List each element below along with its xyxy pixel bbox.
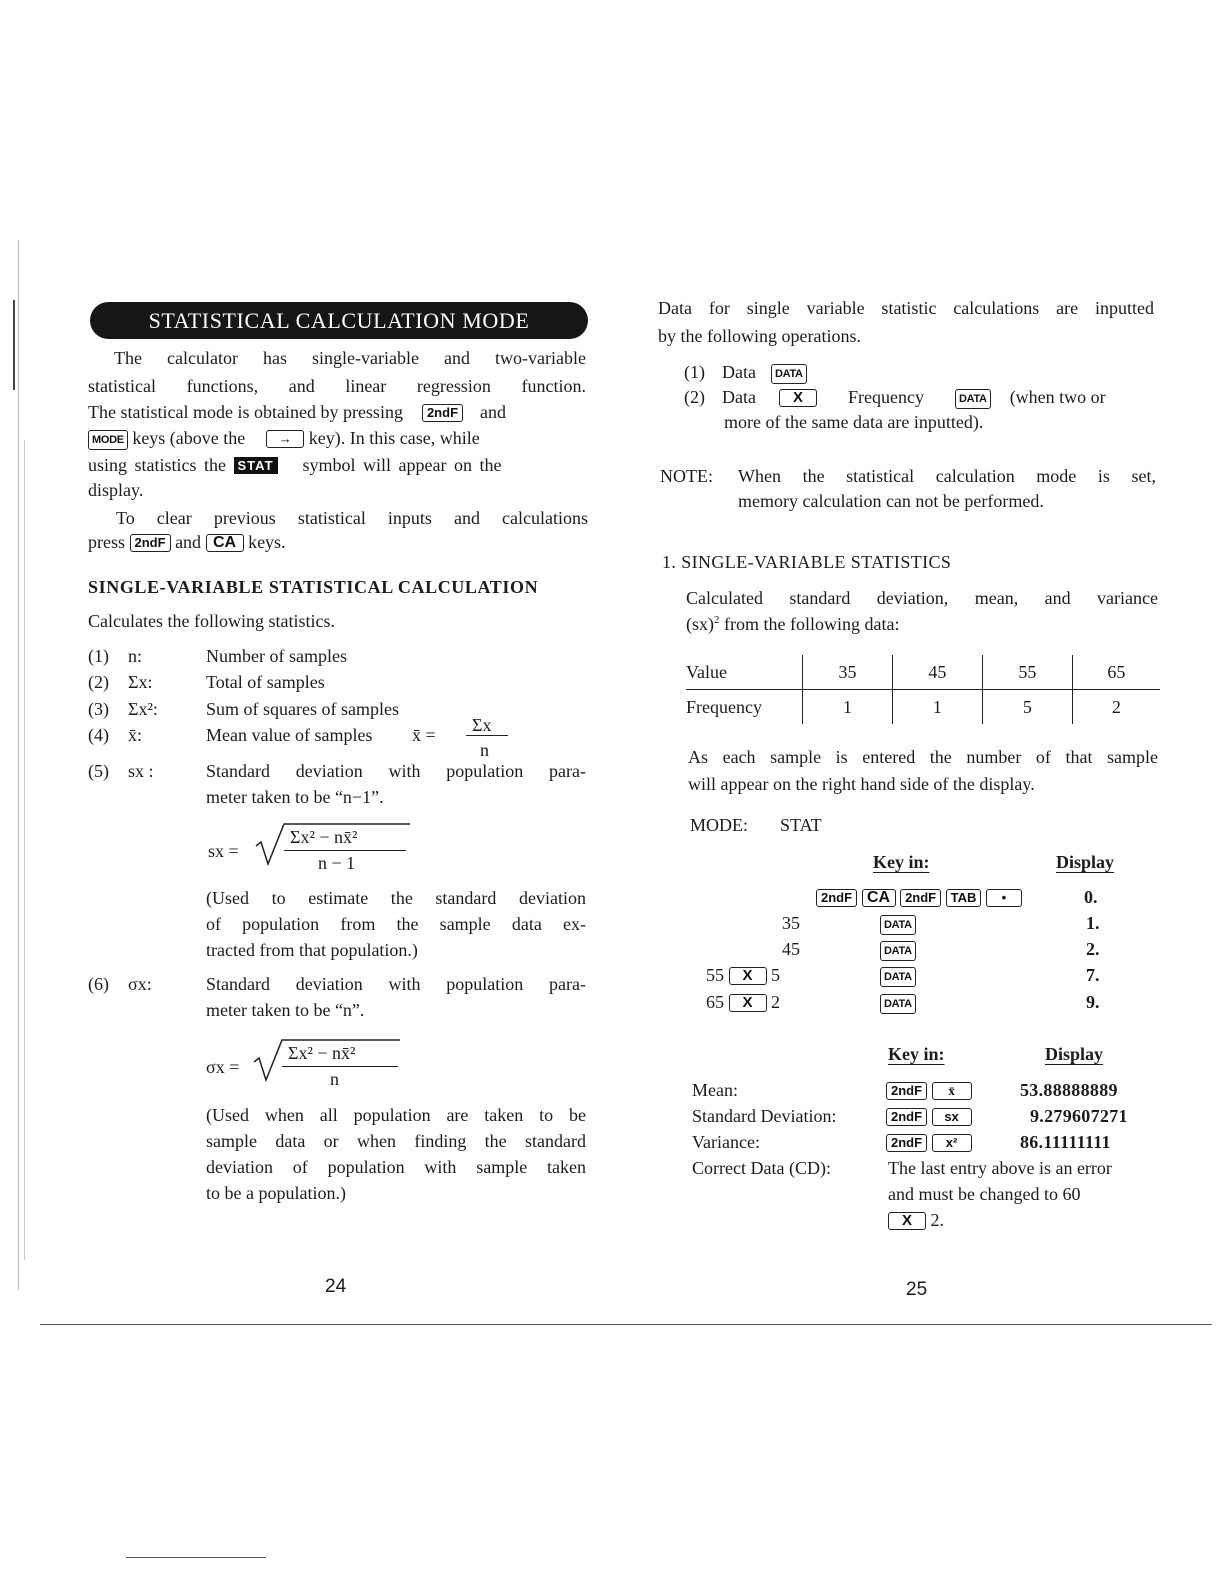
display-header: Display <box>1056 852 1115 872</box>
key-x-squared: x² <box>932 1134 972 1152</box>
key-data: DATA <box>880 994 916 1014</box>
stat-symbol: STAT <box>234 457 278 474</box>
table-cell: 55 <box>982 655 1072 690</box>
table-row <box>686 690 1160 725</box>
keyin-header: Key in: <box>888 1044 945 1064</box>
table-cell: 1 <box>892 690 982 725</box>
sigma-formula-numerator: Σx² − nx̄² <box>288 1043 356 1063</box>
note-line: sample data or when finding the standard <box>206 1131 586 1151</box>
cd-text: The last entry above is an error <box>888 1158 1112 1178</box>
cd-label: Correct Data (CD): <box>692 1158 831 1178</box>
key-data: DATA <box>880 915 916 935</box>
result-display: 86.11111111 <box>1020 1132 1111 1152</box>
key-tab: TAB <box>946 889 982 907</box>
note-label: NOTE: <box>660 466 713 486</box>
intro-line: display. <box>88 480 144 500</box>
key-data: DATA <box>955 389 991 409</box>
key-sx: sx <box>932 1108 972 1126</box>
entry-key <box>880 964 916 987</box>
table-row <box>686 655 1160 690</box>
key-2ndf: 2ndF <box>886 1108 927 1126</box>
key-ca: CA <box>862 889 896 907</box>
note-line: tracted from that population.) <box>206 940 418 960</box>
sx-formula-numerator: Σx² − nx̄² <box>290 827 358 847</box>
display-value: 2. <box>1086 939 1100 959</box>
intro-text: keys. <box>248 532 286 552</box>
item-symbol: Σx²: <box>128 699 158 719</box>
key-arrow: → <box>266 430 304 448</box>
entry-row <box>706 964 780 986</box>
section-text <box>686 613 899 635</box>
note-line: deviation of population with sample taken <box>206 1157 586 1177</box>
entry-number: 55 <box>706 965 724 985</box>
entry-number: 35 <box>782 913 800 933</box>
section-text-part: from the following data: <box>719 614 900 634</box>
intro-line <box>88 531 286 553</box>
item-number: (4) <box>88 725 109 745</box>
op-text: Data <box>722 387 756 407</box>
operation-1 <box>684 361 807 384</box>
op-text: Data <box>722 362 756 382</box>
item-desc: Number of samples <box>206 646 347 666</box>
item-desc: Mean value of samples <box>206 725 373 745</box>
right-intro-line: Data for single variable statistic calculations are inputted <box>658 298 1154 318</box>
keyin-header: Key in: <box>873 852 930 872</box>
entry-key <box>880 991 916 1014</box>
intro-text: using statistics the <box>88 455 226 475</box>
section-text-part: (sx) <box>686 614 714 634</box>
mean-formula-lhs: x̄ = <box>412 725 436 745</box>
page-number: 24 <box>325 1276 347 1297</box>
table-cell: 1 <box>803 690 893 725</box>
mode-value: STAT <box>780 815 822 835</box>
entry-key <box>880 912 916 935</box>
display-value: 1. <box>1086 913 1100 933</box>
table-cell: 65 <box>1072 655 1160 690</box>
result-label: Standard Deviation: <box>692 1106 837 1126</box>
key-2ndf: 2ndF <box>886 1134 927 1152</box>
table-cell: 2 <box>1072 690 1160 725</box>
note-line: (Used when all population are taken to be <box>206 1105 586 1125</box>
entry-frequency: 5 <box>771 965 780 985</box>
scan-rule <box>126 1557 266 1558</box>
intro-text: keys (above the <box>132 428 246 448</box>
cd-tail: 2. <box>930 1210 944 1230</box>
item-desc: Standard deviation with population para- <box>206 761 586 781</box>
data-table <box>686 655 1160 724</box>
calc-intro: Calculates the following statistics. <box>88 611 335 631</box>
item-number: (6) <box>88 974 109 994</box>
key-multiply: X <box>779 389 817 407</box>
op-text: Frequency <box>847 387 924 407</box>
item-desc: Total of samples <box>206 672 325 692</box>
cd-text <box>888 1209 944 1231</box>
key-data: DATA <box>880 967 916 987</box>
intro-text: The statistical mode is obtained by pressing <box>88 402 403 422</box>
intro-line <box>88 454 501 476</box>
table-cell: 5 <box>982 690 1072 725</box>
item-symbol: x̄: <box>128 725 143 745</box>
display-value: 7. <box>1086 965 1100 985</box>
key-multiply: X <box>729 967 767 985</box>
section-heading: SINGLE-VARIABLE STATISTICAL CALCULATION <box>88 577 539 597</box>
result-label: Mean: <box>692 1080 738 1100</box>
operation-2-cont: more of the same data are inputted). <box>724 412 984 432</box>
item-desc: meter taken to be “n−1”. <box>206 787 384 807</box>
right-intro-line: by the following operations. <box>658 326 861 346</box>
intro-text: press <box>88 532 125 552</box>
item-symbol: σx: <box>128 974 152 994</box>
intro-line: statistical functions, and linear regression function. <box>88 376 586 396</box>
item-symbol: sx : <box>128 761 154 781</box>
entry-text: will appear on the right hand side of the display. <box>688 774 1035 794</box>
sx-formula-lhs: sx = <box>208 841 239 861</box>
page-number: 25 <box>906 1279 928 1300</box>
entry-frequency: 2 <box>771 992 780 1012</box>
entry-row <box>706 991 780 1013</box>
intro-text: key). In this case, while <box>308 428 480 448</box>
result-label: Variance: <box>692 1132 760 1152</box>
section-text: Calculated standard deviation, mean, and variance <box>686 588 1158 608</box>
note-line: (Used to estimate the standard deviation <box>206 888 586 908</box>
key-mean: x̄ <box>932 1082 972 1100</box>
intro-line: The calculator has single-variable and two-variable <box>114 348 586 368</box>
item-desc: Sum of squares of samples <box>206 699 399 719</box>
item-number: (1) <box>88 646 109 666</box>
note-line: When the statistical calculation mode is set, <box>738 466 1156 486</box>
entry-number: 45 <box>782 939 800 959</box>
intro-text: and <box>480 402 507 422</box>
key-2ndf: 2ndF <box>900 889 941 907</box>
fraction-bar <box>466 735 508 736</box>
key-2ndf: 2ndF <box>422 404 463 422</box>
display-value: 9. <box>1086 992 1100 1012</box>
result-keys <box>886 1079 972 1101</box>
note-line: of population from the sample data ex- <box>206 914 586 934</box>
intro-line <box>88 427 480 450</box>
scan-edge-mark <box>24 440 25 1260</box>
sigma-formula-lhs: σx = <box>206 1057 240 1077</box>
key-mode: MODE <box>88 430 128 450</box>
display-header: Display <box>1045 1044 1104 1064</box>
result-display: 9.279607271 <box>1030 1106 1128 1126</box>
section-heading: 1. SINGLE-VARIABLE STATISTICS <box>662 552 952 572</box>
key-dot: • <box>986 889 1022 907</box>
mean-formula-numerator: Σx <box>472 715 492 735</box>
fraction-bar <box>282 1066 398 1067</box>
mode-label: MODE: <box>690 815 748 835</box>
scan-edge-mark <box>18 240 19 1290</box>
table-cell: 45 <box>892 655 982 690</box>
entry-key <box>880 938 916 961</box>
superscript: 2 <box>714 614 720 626</box>
key-2ndf: 2ndF <box>130 534 171 552</box>
key-2ndf: 2ndF <box>886 1082 927 1100</box>
op-number: (1) <box>684 362 705 382</box>
scan-rule <box>40 1324 1212 1325</box>
table-cell: Value <box>686 655 803 690</box>
result-keys <box>886 1131 972 1153</box>
result-display: 53.88888889 <box>1020 1080 1118 1100</box>
section-banner: STATISTICAL CALCULATION MODE <box>90 302 588 339</box>
key-ca: CA <box>206 534 244 552</box>
intro-line: To clear previous statistical inputs and calculations <box>116 508 588 528</box>
note-line: memory calculation can not be performed. <box>738 491 1044 511</box>
display-value: 0. <box>1084 887 1098 907</box>
intro-line <box>88 401 506 423</box>
item-number: (5) <box>88 761 109 781</box>
item-number: (3) <box>88 699 109 719</box>
key-data: DATA <box>880 941 916 961</box>
op-text: (when two or <box>1009 387 1106 407</box>
key-2ndf: 2ndF <box>816 889 857 907</box>
item-symbol: Σx: <box>128 672 153 692</box>
mean-formula-denominator: n <box>480 740 489 760</box>
sigma-formula-denominator: n <box>330 1069 339 1089</box>
key-multiply: X <box>888 1212 926 1230</box>
item-desc: Standard deviation with population para- <box>206 974 586 994</box>
key-sequence <box>816 886 1022 908</box>
note-line: to be a population.) <box>206 1183 346 1203</box>
item-symbol: n: <box>128 646 143 666</box>
entry-text: As each sample is entered the number of that sample <box>688 747 1158 767</box>
result-keys <box>886 1105 972 1127</box>
table-cell: 35 <box>803 655 893 690</box>
operation-2 <box>684 386 1106 409</box>
op-number: (2) <box>684 387 705 407</box>
scan-edge-mark <box>13 300 15 390</box>
cd-text: and must be changed to 60 <box>888 1184 1081 1204</box>
intro-text: symbol will appear on the <box>302 455 502 475</box>
sx-formula-denominator: n − 1 <box>318 853 356 873</box>
table-cell: Frequency <box>686 696 762 717</box>
item-number: (2) <box>88 672 109 692</box>
key-data: DATA <box>771 364 807 384</box>
intro-text: and <box>175 532 202 552</box>
key-multiply: X <box>729 994 767 1012</box>
entry-number: 65 <box>706 992 724 1012</box>
item-desc: meter taken to be “n”. <box>206 1000 365 1020</box>
